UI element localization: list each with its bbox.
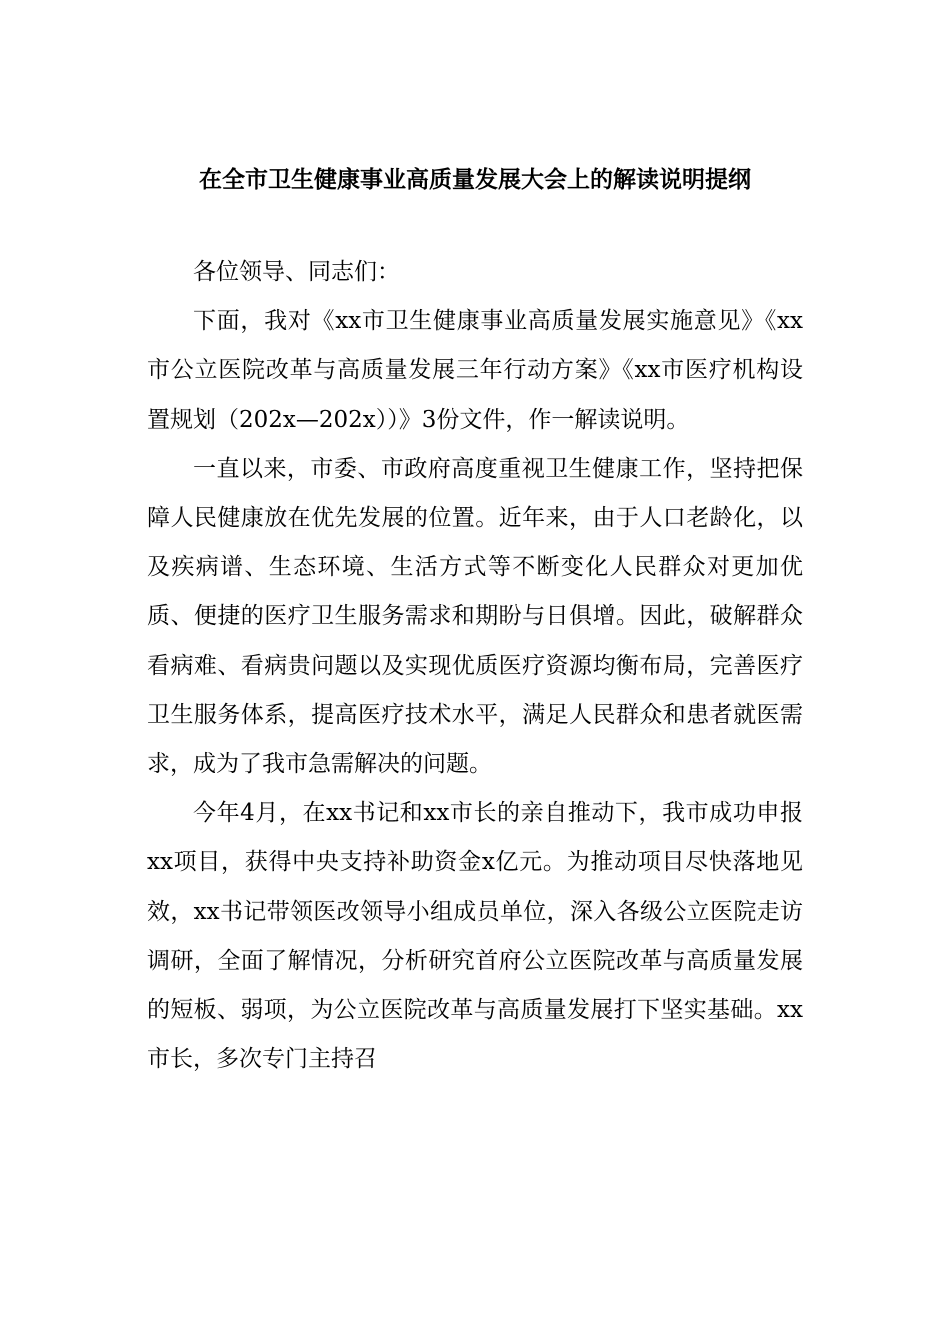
document-title: 在全市卫生健康事业高质量发展大会上的解读说明提纲 bbox=[199, 167, 751, 193]
paragraph-greeting: 各位领导、同志们： bbox=[193, 259, 400, 285]
document-body bbox=[147, 248, 803, 1084]
paragraph-progress: 今年4月，在xx书记和xx市长的亲自推动下，我市成功申报xx项目，获得中央支持补助资金x亿元。为推动项目尽快落地见效，xx书记带领医改领导小组成员单位，深入各级公立医院走访调研，全面了解情况，分析研究首府公立医院改革与高质量发展的短板、弱项，为公立医院改革与高质量发展打下坚实基础。xx市长，多次专门主持召 bbox=[147, 800, 803, 1073]
paragraph-background: 一直以来，市委、市政府高度重视卫生健康工作，坚持把保障人民健康放在优先发展的位置。近年来，由于人口老龄化，以及疾病谱、生态环境、生活方式等不断变化人民群众对更加优质、便捷的医疗卫生服务需求和期盼与日俱增。因此，破解群众看病难、看病贵问题以及实现优质医疗资源均衡布局，完善医疗卫生服务体系，提高医疗技术水平，满足人民群众和患者就医需求，成为了我市急需解决的问题。 bbox=[147, 455, 803, 778]
paragraph-intro: 下面，我对《xx市卫生健康事业高质量发展实施意见》《xx市公立医院改革与高质量发展三年行动方案》《xx市医疗机构设置规划（202x—202x））》3份文件，作一解读说明。 bbox=[147, 308, 803, 433]
